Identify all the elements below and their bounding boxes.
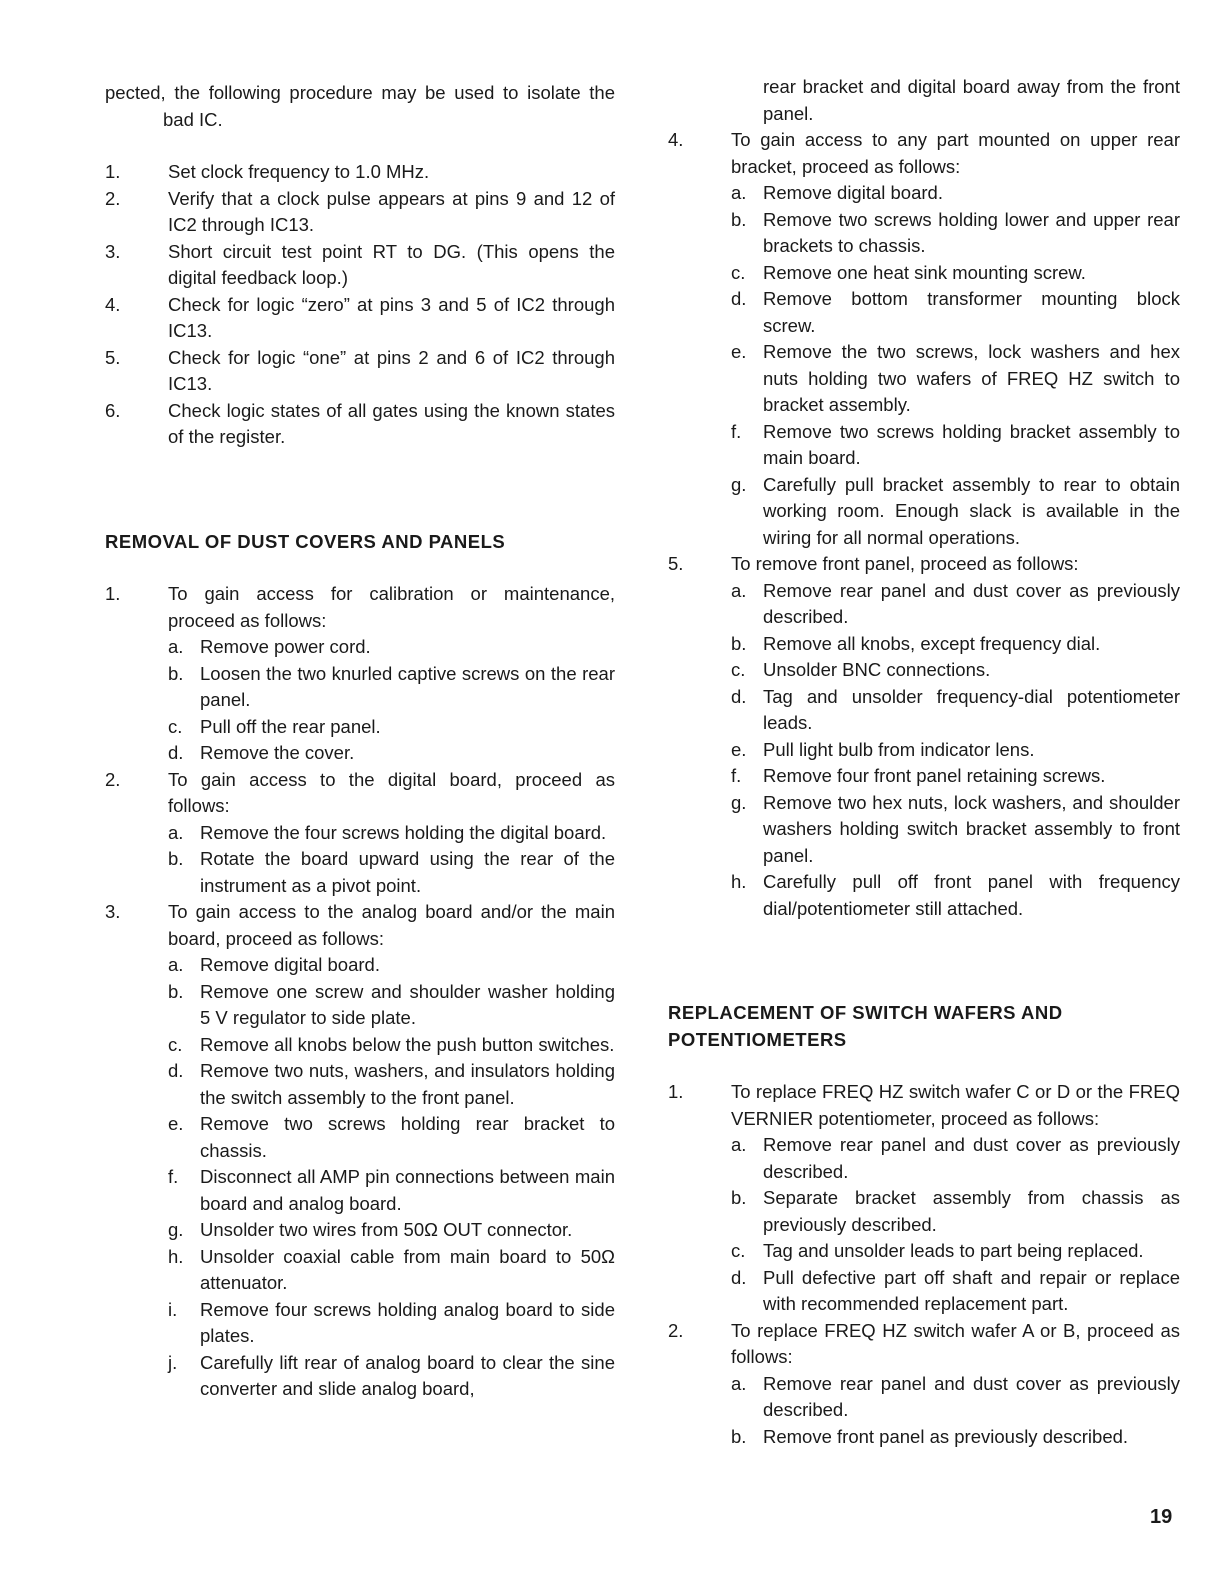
sub-item	[731, 1424, 1180, 1451]
sub-item-text: Remove bottom transformer mounting block screw.	[763, 288, 1180, 336]
item-number: 4.	[668, 129, 684, 150]
sub-item-letter: b.	[731, 208, 747, 230]
sub-item-letter: a.	[168, 821, 184, 843]
sub-item	[168, 1244, 615, 1297]
sub-item	[731, 790, 1180, 870]
sub-item-text: Unsolder BNC connections.	[763, 659, 991, 680]
sub-item	[731, 684, 1180, 737]
sub-item-letter: d.	[731, 685, 747, 707]
sub-item-text: Remove two screws holding bracket assembly to main board.	[763, 420, 1180, 468]
list-item	[105, 239, 615, 292]
sub-item-text: Remove all knobs below the push button switches.	[200, 1033, 615, 1055]
sub-item-letter: c.	[168, 1033, 183, 1055]
sub-item-text: Disconnect all AMP pin connections between main board and analog board.	[200, 1166, 615, 1214]
sub-item-text: Remove rear panel and dust cover as previously described.	[763, 1372, 1180, 1420]
sub-item-text: Unsolder two wires from 50Ω OUT connector.	[200, 1219, 573, 1240]
item-text: To gain access to the digital board, proceed as follows:	[168, 768, 615, 816]
sub-item-letter: a.	[168, 636, 184, 657]
sub-item-text: Remove front panel as previously described.	[763, 1425, 1129, 1447]
sub-item	[731, 260, 1180, 287]
left-column	[105, 80, 615, 1403]
sub-item-text: Carefully lift rear of analog board to clear the sine converter and slide analog board,	[200, 1351, 615, 1399]
procedure-steps	[105, 159, 615, 451]
sub-item	[731, 180, 1180, 207]
item-number: 1.	[105, 161, 121, 182]
removal-heading: REMOVAL OF DUST COVERS AND PANELS	[105, 530, 506, 552]
sub-item-text: Carefully pull off front panel with frequency dial/potentiometer still attached.	[763, 871, 1180, 919]
sub-item-letter: g.	[168, 1219, 184, 1240]
list-item	[105, 292, 615, 345]
item-text: To gain access to any part mounted on upper rear bracket, proceed as follows:	[731, 129, 1180, 177]
sub-item	[731, 631, 1180, 658]
sub-item-letter: h.	[731, 871, 747, 892]
sub-item-letter: g.	[731, 791, 747, 813]
sub-item-text: Carefully pull bracket assembly to rear to obtain working room. Enough slack is available in the wiring for all normal operations.	[763, 473, 1180, 548]
sub-item	[731, 419, 1180, 472]
replacement-list	[668, 1079, 1180, 1450]
sub-item	[731, 1185, 1180, 1238]
sub-item-letter: b.	[168, 848, 184, 869]
sub-item-letter: e.	[168, 1113, 184, 1134]
sub-item-text: Remove two nuts, washers, and insulators holding the switch assembly to the front panel.	[200, 1060, 615, 1108]
sub-item	[731, 763, 1180, 790]
sub-item	[731, 1265, 1180, 1318]
sub-item-letter: b.	[731, 1425, 747, 1447]
sub-item	[731, 286, 1180, 339]
sub-item-text: Rotate the board upward using the rear of the instrument as a pivot point.	[200, 848, 615, 896]
sub-item-letter: c.	[731, 659, 746, 680]
sub-item	[168, 714, 615, 741]
sub-item	[168, 1032, 615, 1059]
sub-item-text: Remove two hex nuts, lock washers, and shoulder washers holding switch bracket assembly to front panel.	[763, 791, 1180, 866]
sub-item-text: Remove one screw and shoulder washer holding 5 V regulator to side plate.	[200, 980, 615, 1028]
sub-item-text: Remove digital board.	[763, 182, 943, 203]
sub-item	[168, 952, 615, 979]
item-number: 5.	[105, 346, 121, 368]
item-number: 3.	[105, 901, 121, 922]
sub-item	[731, 207, 1180, 260]
sub-item-letter: c.	[731, 1240, 746, 1261]
sub-item-text: Pull light bulb from indicator lens.	[763, 738, 1035, 760]
sub-item-letter: a.	[168, 954, 184, 975]
sub-item-text: Remove the two screws, lock washers and hex nuts holding two wafers of FREQ HZ switch to bracket assembly.	[763, 341, 1180, 415]
sub-item-text: Remove four screws holding analog board to side plates.	[200, 1298, 615, 1346]
list-item	[105, 581, 615, 767]
sub-item-letter: d.	[168, 1060, 184, 1081]
sub-item-letter: b.	[731, 632, 747, 654]
item-text: Set clock frequency to 1.0 MHz.	[168, 161, 430, 182]
item-text: To remove front panel, proceed as follows:	[731, 553, 1079, 574]
sub-item-text: Loosen the two knurled captive screws on the rear panel.	[200, 662, 615, 710]
sub-item-text: Tag and unsolder leads to part being replaced.	[763, 1240, 1144, 1261]
continuation-text: rear bracket and digital board away from the front panel.	[763, 76, 1180, 124]
sub-item-letter: e.	[731, 341, 747, 362]
sub-item-letter: a.	[731, 182, 747, 203]
sub-item-letter: c.	[731, 261, 746, 283]
intro-paragraph: pected, the following procedure may be used to isolate the bad IC.	[105, 82, 615, 130]
list-item	[668, 127, 1180, 551]
item-number: 2.	[105, 187, 121, 209]
sub-item	[168, 1058, 615, 1111]
item-text: To gain access for calibration or maintenance, proceed as follows:	[168, 583, 615, 631]
list-item	[105, 899, 615, 1403]
list-item	[668, 551, 1180, 922]
item-number: 1.	[105, 583, 121, 604]
item-text: To replace FREQ HZ switch wafer A or B, proceed as follows:	[731, 1319, 1180, 1367]
sub-item-letter: h.	[168, 1245, 184, 1267]
removal-list	[105, 581, 615, 1403]
item-number: 3.	[105, 240, 121, 262]
right-column	[668, 74, 1180, 1450]
sub-item-text: Pull defective part off shaft and repair or replace with recommended replacement part.	[763, 1266, 1180, 1314]
item-number: 4.	[105, 293, 121, 315]
replacement-heading: REPLACEMENT OF SWITCH WAFERS AND POTENTIOMETERS	[668, 1002, 1063, 1050]
sub-item	[168, 740, 615, 767]
list-item	[105, 159, 615, 186]
sub-item-letter: a.	[731, 579, 747, 601]
sub-item-text: Remove power cord.	[200, 636, 371, 657]
page-number: 19	[1150, 1506, 1173, 1528]
list-item	[105, 345, 615, 398]
sub-item-letter: j.	[168, 1351, 178, 1373]
sub-item-letter: d.	[168, 742, 184, 763]
sub-item	[731, 1238, 1180, 1265]
sub-item-text: Remove four front panel retaining screws.	[763, 765, 1106, 786]
sub-item	[731, 1371, 1180, 1424]
sub-item	[168, 979, 615, 1032]
list-item	[668, 1079, 1180, 1318]
item-text: To replace FREQ HZ switch wafer C or D or the FREQ VERNIER potentiometer, proceed as follows:	[731, 1081, 1180, 1129]
sub-item-text: Unsolder coaxial cable from main board to 50Ω attenuator.	[200, 1245, 615, 1293]
item-text: To gain access to the analog board and/or the main board, proceed as follows:	[168, 901, 615, 949]
sub-item	[731, 472, 1180, 552]
sub-item-letter: f.	[731, 765, 742, 786]
item-number: 2.	[105, 768, 121, 790]
sub-item	[731, 339, 1180, 419]
sub-item	[168, 1217, 615, 1244]
sub-item-letter: e.	[731, 738, 747, 760]
sub-item-letter: f.	[168, 1166, 179, 1187]
list-item	[105, 186, 615, 239]
sub-item-letter: f.	[731, 420, 742, 442]
item-text: Check logic states of all gates using the known states of the register.	[168, 399, 615, 447]
sub-item-letter: b.	[168, 662, 184, 684]
sub-item-text: Remove the cover.	[200, 742, 355, 763]
item-number: 6.	[105, 399, 121, 421]
sub-item	[168, 1111, 615, 1164]
sub-item-letter: g.	[731, 473, 747, 495]
sub-item-letter: a.	[731, 1134, 747, 1155]
item-number: 1.	[668, 1081, 684, 1102]
sub-item-letter: d.	[731, 288, 747, 309]
sub-item-letter: c.	[168, 715, 183, 737]
sub-item-text: Remove all knobs, except frequency dial.	[763, 632, 1101, 654]
sub-item	[168, 846, 615, 899]
sub-item	[168, 820, 615, 847]
sub-item	[168, 634, 615, 661]
list-item	[105, 398, 615, 451]
sub-item	[168, 661, 615, 714]
sub-item-text: Separate bracket assembly from chassis as previously described.	[763, 1187, 1180, 1235]
removal-list-continued	[668, 127, 1180, 922]
sub-item-letter: d.	[731, 1266, 747, 1288]
sub-item-text: Remove digital board.	[200, 954, 380, 975]
item-number: 2.	[668, 1319, 684, 1341]
sub-item-text: Remove rear panel and dust cover as previously described.	[763, 579, 1180, 627]
item-number: 5.	[668, 553, 684, 574]
sub-item	[731, 869, 1180, 922]
sub-item-text: Remove two screws holding lower and upper rear brackets to chassis.	[763, 208, 1180, 256]
sub-item-letter: b.	[731, 1187, 747, 1208]
sub-item	[731, 657, 1180, 684]
list-item	[105, 767, 615, 900]
sub-item-text: Pull off the rear panel.	[200, 715, 381, 737]
sub-item	[168, 1350, 615, 1403]
item-text: Verify that a clock pulse appears at pins 9 and 12 of IC2 through IC13.	[168, 187, 615, 235]
sub-item	[731, 737, 1180, 764]
sub-item-letter: b.	[168, 980, 184, 1002]
sub-item	[168, 1297, 615, 1350]
sub-item-letter: a.	[731, 1372, 747, 1394]
sub-item-text: Remove rear panel and dust cover as previously described.	[763, 1134, 1180, 1182]
sub-item-letter: i.	[168, 1298, 178, 1320]
sub-item	[731, 578, 1180, 631]
sub-item	[731, 1132, 1180, 1185]
sub-item-text: Remove two screws holding rear bracket to chassis.	[200, 1113, 615, 1161]
item-text: Check for logic “zero” at pins 3 and 5 of IC2 through IC13.	[168, 293, 615, 341]
item-text: Short circuit test point RT to DG. (This opens the digital feedback loop.)	[168, 240, 615, 288]
sub-item-text: Remove the four screws holding the digital board.	[200, 821, 607, 843]
sub-item	[168, 1164, 615, 1217]
sub-item-text: Tag and unsolder frequency-dial potentiometer leads.	[763, 685, 1180, 733]
list-item	[668, 1318, 1180, 1451]
sub-item-text: Remove one heat sink mounting screw.	[763, 261, 1086, 283]
item-text: Check for logic “one” at pins 2 and 6 of IC2 through IC13.	[168, 346, 615, 394]
